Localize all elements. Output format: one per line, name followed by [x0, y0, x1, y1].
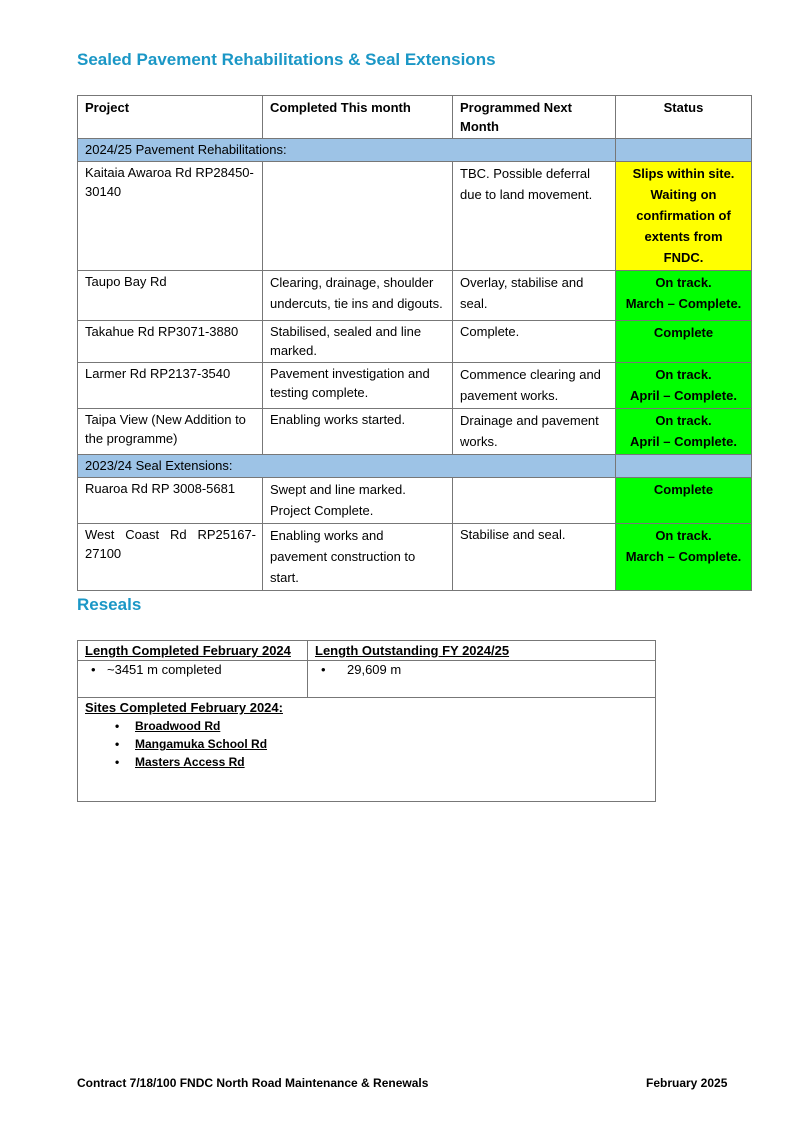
project-cell: Taupo Bay Rd	[78, 271, 263, 321]
completed-cell: Stabilised, sealed and line marked.	[263, 321, 453, 363]
status-cell: On track. March – Complete.	[616, 271, 752, 321]
project-cell: West Coast Rd RP25167- 27100	[78, 524, 263, 591]
next-cell	[453, 478, 616, 524]
project-cell: Larmer Rd RP2137-3540	[78, 363, 263, 409]
sites-header: Sites Completed February 2024:	[85, 700, 283, 715]
next-cell: Drainage and pavement works.	[453, 409, 616, 455]
table-row	[78, 524, 752, 591]
header-project: Project	[78, 96, 263, 139]
group-row	[78, 139, 752, 162]
completed-cell: Swept and line marked. Project Complete.	[263, 478, 453, 524]
project-cell: Taipa View (New Addition to the programme)	[78, 409, 263, 455]
table-row	[78, 363, 752, 409]
length-completed-value: • ~3451 m completed	[85, 661, 300, 679]
status-cell: On track. April – Complete.	[616, 363, 752, 409]
section-title-reseals: Reseals	[77, 595, 142, 614]
group-label: 2024/25 Pavement Rehabilitations:	[78, 139, 616, 162]
status-cell: Complete	[616, 321, 752, 363]
completed-cell: Enabling works and pavement construction to start.	[263, 524, 453, 591]
length-outstanding-value: • 29,609 m	[315, 661, 648, 679]
col1-header: Length Completed February 2024	[85, 643, 291, 658]
next-cell: Commence clearing and pavement works.	[453, 363, 616, 409]
table-row	[78, 478, 752, 524]
project-cell: Takahue Rd RP3071-3880	[78, 321, 263, 363]
group-row	[78, 455, 752, 478]
completed-cell	[263, 162, 453, 271]
footer-date: February 2025	[646, 1076, 728, 1090]
header-status: Status	[616, 96, 752, 139]
reseals-header-row	[78, 641, 656, 661]
table-header-row	[78, 96, 752, 139]
header-completed: Completed This month	[263, 96, 453, 139]
status-cell: On track. March – Complete.	[616, 524, 752, 591]
status-cell: Slips within site. Waiting on confirmation of extents from FNDC.	[616, 162, 752, 271]
site-item: • Mangamuka School Rd	[85, 735, 648, 753]
group-label: 2023/24 Seal Extensions:	[78, 455, 616, 478]
header-next: Programmed Next Month	[453, 96, 616, 139]
table-row	[78, 409, 752, 455]
next-cell: Stabilise and seal.	[453, 524, 616, 591]
completed-cell: Clearing, drainage, shoulder undercuts, tie ins and digouts.	[263, 271, 453, 321]
reseals-table	[77, 640, 656, 802]
reseals-value-row	[78, 661, 656, 698]
status-cell: On track. April – Complete.	[616, 409, 752, 455]
status-cell: Complete	[616, 478, 752, 524]
completed-cell: Pavement investigation and testing complete.	[263, 363, 453, 409]
site-item: • Masters Access Rd	[85, 753, 648, 771]
sites-row	[78, 698, 656, 802]
completed-cell: Enabling works started.	[263, 409, 453, 455]
footer-contract: Contract 7/18/100 FNDC North Road Maintenance & Renewals	[77, 1076, 429, 1090]
project-cell: Ruaroa Rd RP 3008-5681	[78, 478, 263, 524]
project-cell: Kaitaia Awaroa Rd RP28450-30140	[78, 162, 263, 271]
next-cell: TBC. Possible deferral due to land movement.	[453, 162, 616, 271]
col2-header: Length Outstanding FY 2024/25	[315, 643, 510, 658]
next-cell: Overlay, stabilise and seal.	[453, 271, 616, 321]
site-item: • Broadwood Rd	[85, 717, 648, 735]
table-row	[78, 321, 752, 363]
table-row	[78, 271, 752, 321]
pavement-table	[77, 95, 752, 591]
section-title-pavement: Sealed Pavement Rehabilitations & Seal Extensions	[77, 50, 496, 69]
table-row	[78, 162, 752, 271]
next-cell: Complete.	[453, 321, 616, 363]
